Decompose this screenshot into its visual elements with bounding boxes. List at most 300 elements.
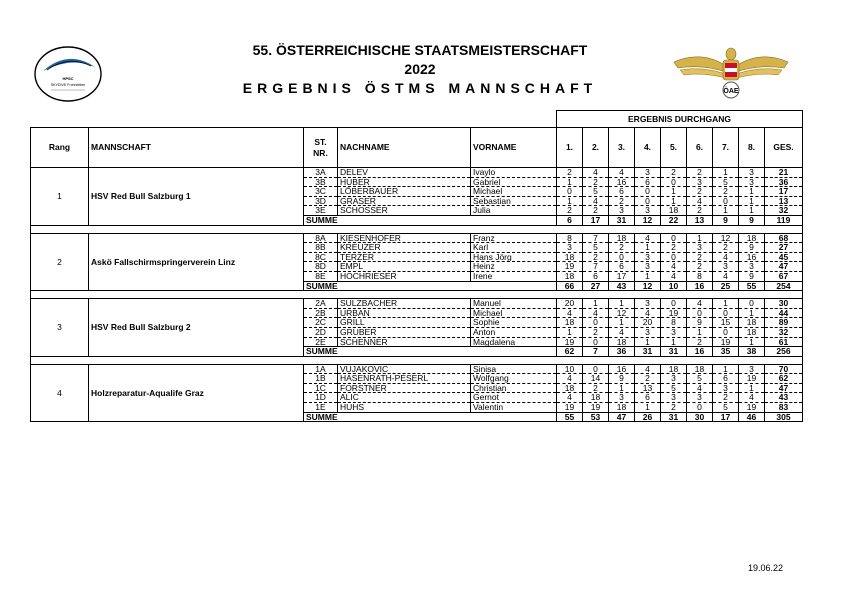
team-name: HSV Red Bull Salzburg 1 bbox=[89, 168, 304, 226]
col-stnr-header: ST. NR. bbox=[304, 128, 338, 168]
start-number: 1B bbox=[304, 374, 338, 384]
last-name: VUJAKOVIC bbox=[338, 364, 471, 374]
first-name: Manuel bbox=[471, 299, 557, 309]
round-score: 1 bbox=[557, 177, 583, 187]
summe-round-score: 13 bbox=[687, 215, 713, 225]
round-score: 4 bbox=[739, 393, 765, 403]
round-score: 17 bbox=[609, 271, 635, 281]
start-number: 2A bbox=[304, 299, 338, 309]
round-score: 1 bbox=[713, 168, 739, 178]
member-total: 43 bbox=[765, 393, 803, 403]
round-score: 1 bbox=[635, 271, 661, 281]
start-number: 8D bbox=[304, 262, 338, 272]
first-name: Heinz bbox=[471, 262, 557, 272]
first-name: Wolfgang bbox=[471, 374, 557, 384]
round-score: 18 bbox=[583, 393, 609, 403]
team-name: Holzreparatur-Aqualife Graz bbox=[89, 364, 304, 422]
summe-round-score: 12 bbox=[635, 281, 661, 291]
summe-label: SUMME bbox=[304, 281, 557, 291]
round-score: 3 bbox=[635, 262, 661, 272]
round-score: 18 bbox=[609, 403, 635, 413]
round-score: 3 bbox=[739, 364, 765, 374]
round-score: 19 bbox=[661, 308, 687, 318]
round-score: 1 bbox=[609, 383, 635, 393]
summe-round-score: 43 bbox=[609, 281, 635, 291]
round-score: 3 bbox=[635, 206, 661, 216]
start-number: 8B bbox=[304, 243, 338, 253]
round-score: 4 bbox=[687, 196, 713, 206]
last-name: KIESENHOFER bbox=[338, 233, 471, 243]
round-score: 2 bbox=[661, 403, 687, 413]
summe-total: 119 bbox=[765, 215, 803, 225]
team-separator bbox=[31, 225, 803, 233]
last-name: SCHENNER bbox=[338, 337, 471, 347]
start-number: 3E bbox=[304, 206, 338, 216]
club-logo-line2: SKYDIVE Frohnleiten bbox=[50, 83, 86, 87]
round-score: 0 bbox=[661, 177, 687, 187]
member-total: 68 bbox=[765, 233, 803, 243]
round-score: 1 bbox=[661, 196, 687, 206]
round-score: 2 bbox=[609, 196, 635, 206]
first-name: Gabriel bbox=[471, 177, 557, 187]
summe-round-score: 36 bbox=[609, 347, 635, 357]
round-score: 3 bbox=[635, 327, 661, 337]
last-name: HASENRATH-PESERL bbox=[338, 374, 471, 384]
round-score: 1 bbox=[713, 206, 739, 216]
start-number: 1D bbox=[304, 393, 338, 403]
col-round-3-header: 3. bbox=[609, 128, 635, 168]
round-score: 2 bbox=[583, 206, 609, 216]
first-name: Julia bbox=[471, 206, 557, 216]
summe-round-score: 66 bbox=[557, 281, 583, 291]
start-number: 1E bbox=[304, 403, 338, 413]
summe-round-score: 31 bbox=[661, 347, 687, 357]
round-score: 6 bbox=[635, 393, 661, 403]
round-score: 12 bbox=[713, 233, 739, 243]
round-score: 1 bbox=[739, 206, 765, 216]
round-score: 0 bbox=[687, 308, 713, 318]
summe-round-score: 16 bbox=[687, 347, 713, 357]
member-total: 36 bbox=[765, 177, 803, 187]
round-score: 4 bbox=[635, 364, 661, 374]
round-score: 1 bbox=[713, 364, 739, 374]
round-score: 2 bbox=[713, 393, 739, 403]
summe-total: 254 bbox=[765, 281, 803, 291]
round-score: 8 bbox=[557, 233, 583, 243]
summe-round-score: 6 bbox=[557, 215, 583, 225]
round-score: 1 bbox=[739, 337, 765, 347]
first-name: Michael bbox=[471, 187, 557, 197]
team-separator bbox=[31, 291, 803, 299]
round-score: 3 bbox=[635, 168, 661, 178]
round-score: 18 bbox=[739, 233, 765, 243]
start-number: 3A bbox=[304, 168, 338, 178]
team-name: Askö Fallschirmspringerverein Linz bbox=[89, 233, 304, 291]
title-line-3: ERGEBNIS ÖSTMS MANNSCHAFT bbox=[242, 80, 598, 96]
round-score: 6 bbox=[583, 271, 609, 281]
member-total: 47 bbox=[765, 262, 803, 272]
round-score: 19 bbox=[739, 403, 765, 413]
round-score: 2 bbox=[635, 374, 661, 384]
team-rank: 4 bbox=[31, 364, 89, 422]
table-row bbox=[31, 364, 803, 374]
round-score: 4 bbox=[661, 271, 687, 281]
round-score: 4 bbox=[609, 327, 635, 337]
col-round-5-header: 5. bbox=[661, 128, 687, 168]
last-name: GRASER bbox=[338, 196, 471, 206]
round-score: 20 bbox=[557, 299, 583, 309]
last-name: SULZBACHER bbox=[338, 299, 471, 309]
col-vorname-header: VORNAME bbox=[471, 128, 557, 168]
round-score: 4 bbox=[687, 299, 713, 309]
round-score: 16 bbox=[739, 252, 765, 262]
start-number: 8C bbox=[304, 252, 338, 262]
round-score: 0 bbox=[713, 196, 739, 206]
first-name: Karl bbox=[471, 243, 557, 253]
round-score: 2 bbox=[583, 383, 609, 393]
round-score: 2 bbox=[557, 206, 583, 216]
round-score: 2 bbox=[687, 187, 713, 197]
round-score: 3 bbox=[713, 383, 739, 393]
round-score: 6 bbox=[713, 374, 739, 384]
round-score: 3 bbox=[609, 206, 635, 216]
round-score: 4 bbox=[557, 308, 583, 318]
round-score: 15 bbox=[713, 318, 739, 328]
col-round-8-header: 8. bbox=[739, 128, 765, 168]
round-score: 1 bbox=[739, 308, 765, 318]
last-name: SCHOSSER bbox=[338, 206, 471, 216]
summe-label: SUMME bbox=[304, 412, 557, 422]
summe-round-score: 10 bbox=[661, 281, 687, 291]
round-score: 3 bbox=[557, 243, 583, 253]
round-score: 1 bbox=[739, 196, 765, 206]
team-rank: 1 bbox=[31, 168, 89, 226]
round-score: 14 bbox=[583, 374, 609, 384]
results-body bbox=[31, 168, 803, 422]
col-round-4-header: 4. bbox=[635, 128, 661, 168]
round-score: 5 bbox=[687, 374, 713, 384]
title-line-2: 2022 bbox=[404, 61, 436, 77]
round-score: 3 bbox=[661, 374, 687, 384]
round-score: 3 bbox=[661, 393, 687, 403]
summe-round-score: 17 bbox=[583, 215, 609, 225]
round-score: 4 bbox=[583, 308, 609, 318]
round-score: 8 bbox=[687, 271, 713, 281]
round-score: 0 bbox=[739, 299, 765, 309]
summe-label: SUMME bbox=[304, 347, 557, 357]
summe-round-score: 30 bbox=[687, 412, 713, 422]
member-total: 44 bbox=[765, 308, 803, 318]
round-score: 1 bbox=[687, 233, 713, 243]
round-score: 1 bbox=[739, 383, 765, 393]
first-name: Anton bbox=[471, 327, 557, 337]
round-group-header: ERGEBNIS DURCHGANG bbox=[557, 111, 803, 128]
round-score: 18 bbox=[609, 233, 635, 243]
round-score: 19 bbox=[557, 337, 583, 347]
round-score: 18 bbox=[557, 252, 583, 262]
round-score: 6 bbox=[609, 262, 635, 272]
eagle-emblem-logo bbox=[672, 42, 790, 106]
summe-round-score: 55 bbox=[739, 281, 765, 291]
round-score: 1 bbox=[635, 403, 661, 413]
round-score: 5 bbox=[661, 383, 687, 393]
first-name: Gernot bbox=[471, 393, 557, 403]
round-score: 1 bbox=[661, 337, 687, 347]
round-score: 19 bbox=[557, 403, 583, 413]
table-row bbox=[31, 299, 803, 309]
first-name: Franz bbox=[471, 233, 557, 243]
round-score: 20 bbox=[635, 318, 661, 328]
round-score: 0 bbox=[635, 187, 661, 197]
results-table bbox=[30, 110, 803, 422]
round-score: 18 bbox=[739, 327, 765, 337]
summe-round-score: 46 bbox=[739, 412, 765, 422]
summe-round-score: 7 bbox=[583, 347, 609, 357]
member-total: 47 bbox=[765, 383, 803, 393]
last-name: HUBER bbox=[338, 177, 471, 187]
title-line-1: 55. ÖSTERREICHISCHE STAATSMEISTERSCHAFT bbox=[252, 42, 588, 58]
round-score: 3 bbox=[713, 262, 739, 272]
round-score: 3 bbox=[609, 393, 635, 403]
team-rank: 3 bbox=[31, 299, 89, 357]
member-total: 32 bbox=[765, 206, 803, 216]
round-score: 16 bbox=[609, 177, 635, 187]
eagle-emblem-text: ÖAE bbox=[723, 88, 739, 95]
round-score: 6 bbox=[609, 187, 635, 197]
team-name: HSV Red Bull Salzburg 2 bbox=[89, 299, 304, 357]
first-name: Irene bbox=[471, 271, 557, 281]
last-name: KREUZER bbox=[338, 243, 471, 253]
team-separator bbox=[31, 356, 803, 364]
round-score: 9 bbox=[609, 374, 635, 384]
member-total: 62 bbox=[765, 374, 803, 384]
round-score: 0 bbox=[609, 252, 635, 262]
col-round-6-header: 6. bbox=[687, 128, 713, 168]
member-total: 32 bbox=[765, 327, 803, 337]
summe-total: 256 bbox=[765, 347, 803, 357]
member-total: 83 bbox=[765, 403, 803, 413]
col-rang-header: Rang bbox=[31, 128, 89, 168]
round-score: 18 bbox=[557, 271, 583, 281]
round-score: 3 bbox=[687, 393, 713, 403]
summe-round-score: 25 bbox=[713, 281, 739, 291]
round-score: 0 bbox=[583, 318, 609, 328]
member-total: 70 bbox=[765, 364, 803, 374]
summe-round-score: 55 bbox=[557, 412, 583, 422]
round-score: 18 bbox=[687, 364, 713, 374]
round-score: 16 bbox=[609, 364, 635, 374]
round-score: 1 bbox=[713, 299, 739, 309]
round-score: 6 bbox=[635, 177, 661, 187]
round-score: 5 bbox=[583, 187, 609, 197]
footer-date: 19.06.22 bbox=[748, 563, 784, 573]
summe-round-score: 31 bbox=[635, 347, 661, 357]
round-score: 2 bbox=[583, 177, 609, 187]
round-score: 1 bbox=[609, 299, 635, 309]
last-name: TERZER bbox=[338, 252, 471, 262]
round-score: 0 bbox=[583, 337, 609, 347]
round-score: 3 bbox=[687, 243, 713, 253]
round-score: 1 bbox=[635, 243, 661, 253]
round-score: 0 bbox=[635, 196, 661, 206]
round-score: 2 bbox=[687, 168, 713, 178]
round-score: 4 bbox=[583, 196, 609, 206]
round-score: 0 bbox=[713, 308, 739, 318]
summe-round-score: 16 bbox=[687, 281, 713, 291]
round-score: 9 bbox=[739, 271, 765, 281]
summe-round-score: 53 bbox=[583, 412, 609, 422]
round-score: 19 bbox=[713, 337, 739, 347]
round-score: 0 bbox=[687, 403, 713, 413]
start-number: 3B bbox=[304, 177, 338, 187]
member-total: 45 bbox=[765, 252, 803, 262]
round-score: 2 bbox=[661, 168, 687, 178]
last-name: GRILL bbox=[338, 318, 471, 328]
round-score: 4 bbox=[661, 262, 687, 272]
col-nachname-header: NACHNAME bbox=[338, 128, 471, 168]
round-score: 1 bbox=[583, 299, 609, 309]
first-name: Valentin bbox=[471, 403, 557, 413]
start-number: 2C bbox=[304, 318, 338, 328]
round-score: 0 bbox=[661, 299, 687, 309]
round-score: 2 bbox=[661, 243, 687, 253]
member-total: 13 bbox=[765, 196, 803, 206]
summe-round-score: 9 bbox=[739, 215, 765, 225]
round-score: 19 bbox=[583, 403, 609, 413]
member-total: 89 bbox=[765, 318, 803, 328]
round-score: 19 bbox=[739, 374, 765, 384]
round-score: 3 bbox=[661, 327, 687, 337]
round-score: 2 bbox=[583, 252, 609, 262]
round-score: 10 bbox=[557, 364, 583, 374]
round-score: 4 bbox=[635, 308, 661, 318]
round-score: 1 bbox=[661, 187, 687, 197]
club-logo-line1: HPSC bbox=[62, 76, 74, 81]
summe-round-score: 31 bbox=[609, 215, 635, 225]
member-total: 17 bbox=[765, 187, 803, 197]
round-score: 2 bbox=[609, 243, 635, 253]
last-name: LÖBERBAUER bbox=[338, 187, 471, 197]
round-score: 5 bbox=[713, 177, 739, 187]
round-score: 18 bbox=[661, 364, 687, 374]
round-score: 2 bbox=[557, 168, 583, 178]
round-score: 1 bbox=[687, 327, 713, 337]
round-score: 4 bbox=[557, 393, 583, 403]
col-total-header: GES. bbox=[765, 128, 803, 168]
start-number: 8A bbox=[304, 233, 338, 243]
member-total: 61 bbox=[765, 337, 803, 347]
team-rank: 2 bbox=[31, 233, 89, 291]
summe-round-score: 31 bbox=[661, 412, 687, 422]
round-score: 1 bbox=[739, 187, 765, 197]
start-number: 2D bbox=[304, 327, 338, 337]
last-name: FORSTNER bbox=[338, 383, 471, 393]
round-score: 13 bbox=[635, 383, 661, 393]
start-number: 3D bbox=[304, 196, 338, 206]
summe-round-score: 38 bbox=[739, 347, 765, 357]
summe-round-score: 22 bbox=[661, 215, 687, 225]
first-name: Christian bbox=[471, 383, 557, 393]
summe-total: 305 bbox=[765, 412, 803, 422]
round-score: 19 bbox=[557, 262, 583, 272]
round-score: 4 bbox=[557, 374, 583, 384]
round-score: 18 bbox=[609, 337, 635, 347]
first-name: Hans Jörg bbox=[471, 252, 557, 262]
start-number: 3C bbox=[304, 187, 338, 197]
round-score: 4 bbox=[583, 168, 609, 178]
round-score: 4 bbox=[713, 252, 739, 262]
summe-round-score: 12 bbox=[635, 215, 661, 225]
last-name: URBAN bbox=[338, 308, 471, 318]
round-score: 2 bbox=[687, 206, 713, 216]
last-name: GRUBER bbox=[338, 327, 471, 337]
summe-round-score: 9 bbox=[713, 215, 739, 225]
col-round-2-header: 2. bbox=[583, 128, 609, 168]
round-score: 2 bbox=[687, 337, 713, 347]
round-score: 2 bbox=[687, 252, 713, 262]
col-team-header: MANNSCHAFT bbox=[89, 128, 304, 168]
start-number: 1A bbox=[304, 364, 338, 374]
last-name: HUHS bbox=[338, 403, 471, 413]
first-name: Sinisa bbox=[471, 364, 557, 374]
last-name: DELEV bbox=[338, 168, 471, 178]
round-score: 3 bbox=[739, 262, 765, 272]
round-score: 18 bbox=[739, 318, 765, 328]
round-score: 0 bbox=[583, 364, 609, 374]
round-score: 7 bbox=[583, 233, 609, 243]
round-score: 9 bbox=[687, 318, 713, 328]
round-score: 4 bbox=[609, 168, 635, 178]
round-score: 2 bbox=[687, 262, 713, 272]
round-score: 18 bbox=[557, 318, 583, 328]
member-total: 21 bbox=[765, 168, 803, 178]
round-score: 18 bbox=[557, 383, 583, 393]
col-round-7-header: 7. bbox=[713, 128, 739, 168]
last-name: ALIC bbox=[338, 393, 471, 403]
round-score: 2 bbox=[583, 327, 609, 337]
round-score: 4 bbox=[635, 233, 661, 243]
member-total: 30 bbox=[765, 299, 803, 309]
round-score: 2 bbox=[713, 187, 739, 197]
last-name: EMPL bbox=[338, 262, 471, 272]
first-name: Sebastian bbox=[471, 196, 557, 206]
club-logo bbox=[33, 45, 103, 103]
round-score: 1 bbox=[557, 196, 583, 206]
round-score: 18 bbox=[661, 206, 687, 216]
round-score: 9 bbox=[739, 243, 765, 253]
round-score: 3 bbox=[739, 177, 765, 187]
summe-round-score: 26 bbox=[635, 412, 661, 422]
round-score: 1 bbox=[609, 318, 635, 328]
first-name: Sophie bbox=[471, 318, 557, 328]
member-total: 27 bbox=[765, 243, 803, 253]
summe-round-score: 35 bbox=[713, 347, 739, 357]
summe-round-score: 62 bbox=[557, 347, 583, 357]
summe-label: SUMME bbox=[304, 215, 557, 225]
table-row bbox=[31, 168, 803, 178]
table-row bbox=[31, 233, 803, 243]
round-score: 0 bbox=[713, 327, 739, 337]
round-score: 3 bbox=[635, 299, 661, 309]
round-score: 8 bbox=[661, 318, 687, 328]
round-score: 1 bbox=[557, 327, 583, 337]
round-score: 2 bbox=[713, 243, 739, 253]
round-score: 7 bbox=[583, 262, 609, 272]
start-number: 2B bbox=[304, 308, 338, 318]
start-number: 2E bbox=[304, 337, 338, 347]
last-name: HOCHRIESER bbox=[338, 271, 471, 281]
first-name: Michael bbox=[471, 308, 557, 318]
